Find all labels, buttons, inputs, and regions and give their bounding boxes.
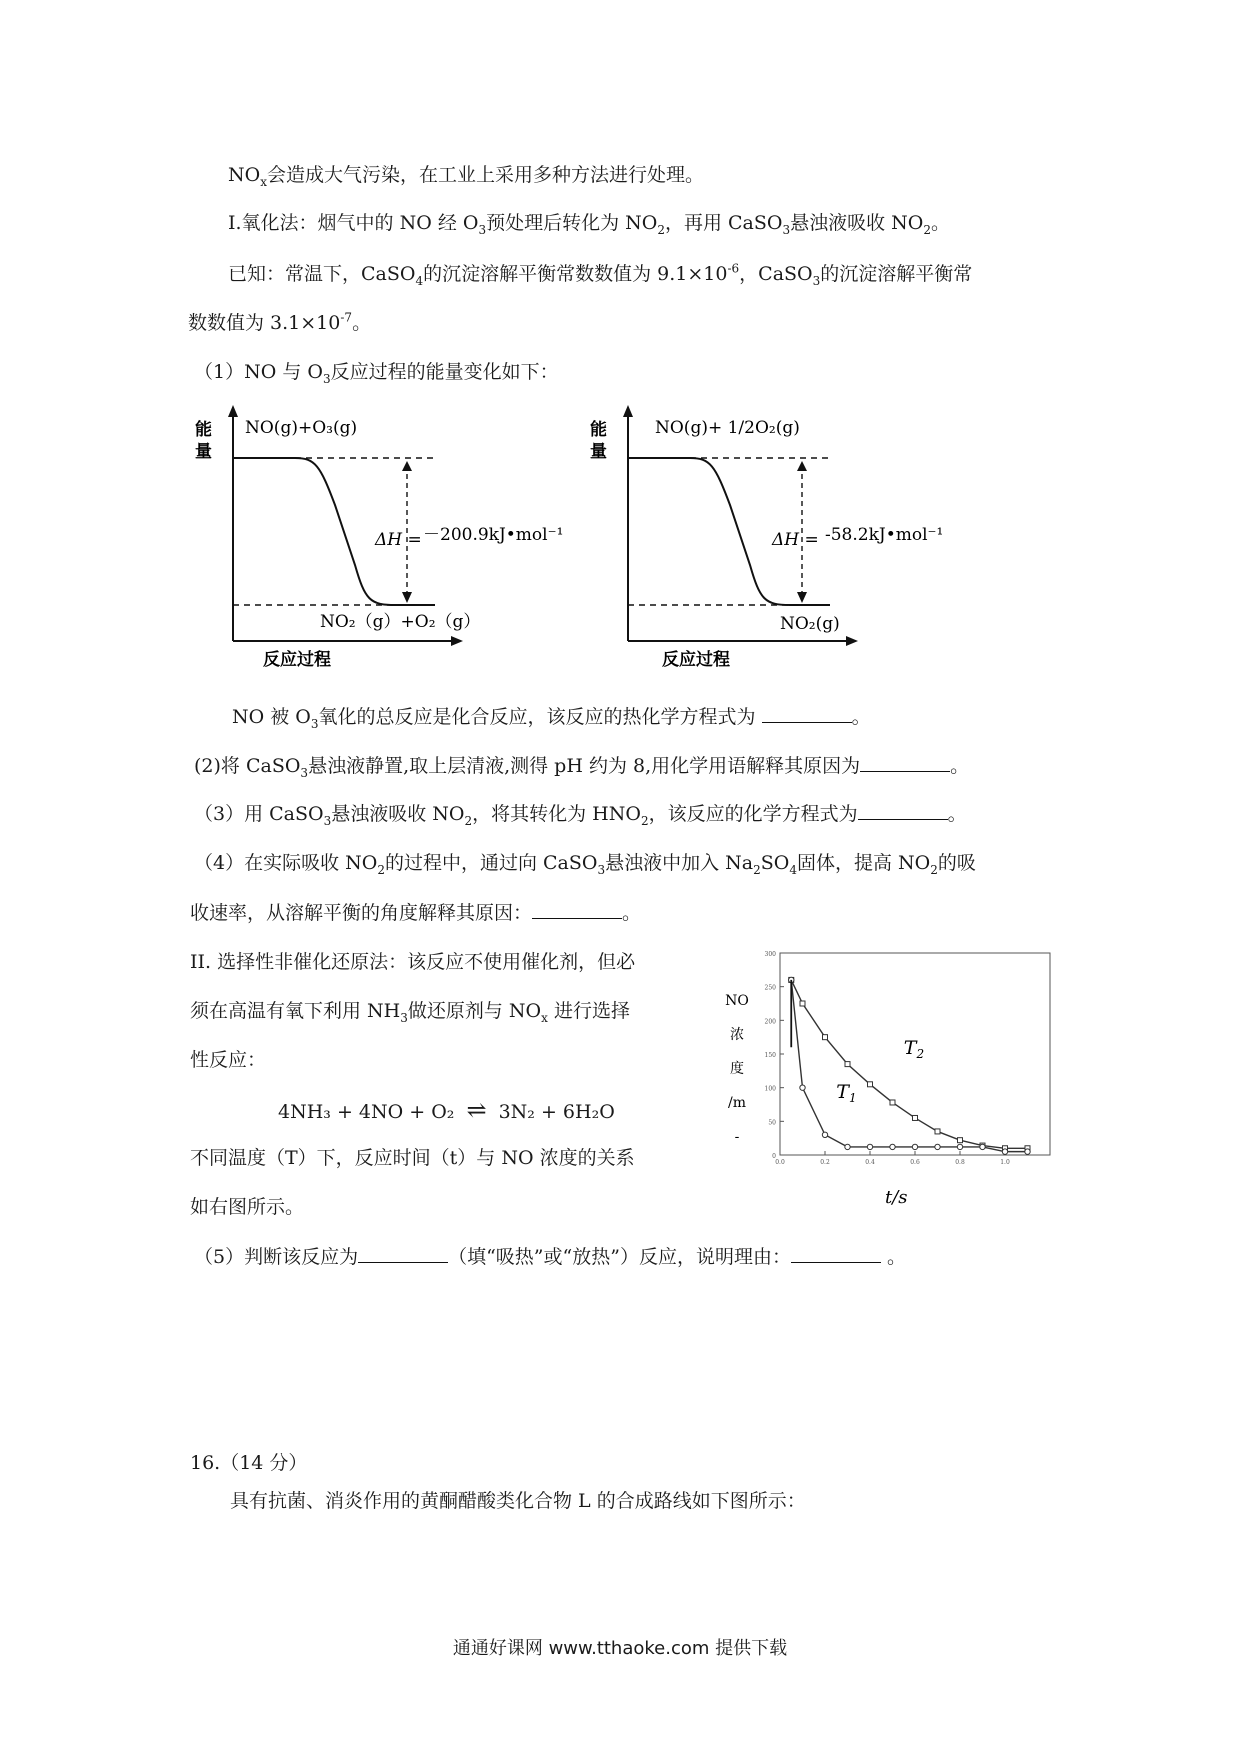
question-4 [194, 851, 976, 875]
y-tick-label: 50 [768, 1119, 776, 1127]
text: 做还原剂与 NO [407, 1000, 542, 1022]
part2-line-2 [190, 999, 630, 1023]
data-point [800, 1001, 805, 1006]
no-concentration-chart [715, 945, 1065, 1215]
text: 。 [947, 803, 967, 825]
text: 16.（14 分） [190, 1452, 308, 1474]
text: 如右图所示。 [190, 1196, 305, 1218]
subscript: 4 [789, 862, 797, 877]
question-1-answer [232, 704, 871, 729]
text: 的过程中，通过向 CaSO [384, 852, 598, 874]
text: 。 [352, 312, 372, 334]
subscript: 2 [464, 813, 473, 828]
energy-axis-label: 能 [195, 420, 212, 440]
subscript: 3 [322, 371, 331, 386]
y-axis-label: 浓 [730, 1027, 744, 1043]
text: 具有抗菌、消炎作用的黄酮醋酸类化合物 L 的合成路线如下图所示： [230, 1490, 806, 1512]
part2-line-1 [190, 950, 635, 974]
delta-h-value: -58.2kJ•mol⁻¹ [825, 525, 944, 545]
text: 已知：常温下，CaSO [228, 263, 416, 285]
reaction-coordinate-label: 反应过程 [662, 650, 730, 670]
text: （4）在实际吸收 NO [194, 852, 378, 874]
data-point [935, 1144, 940, 1149]
energy-axis-label-2: 量 [195, 442, 212, 462]
question-3 [194, 801, 967, 826]
question-2 [194, 753, 969, 778]
data-point [823, 1035, 828, 1040]
subscript: 2 [916, 1047, 925, 1061]
subscript: 3 [400, 1010, 408, 1025]
data-point [958, 1138, 963, 1143]
text: 。 [931, 212, 951, 234]
subscript: 3 [310, 716, 319, 731]
text: NO 被 O [232, 706, 311, 728]
text: 氧化的总反应是化合反应，该反应的热化学方程式为 [318, 706, 756, 728]
text: （1）NO 与 O [194, 361, 323, 383]
energy-axis-label: 能 [590, 420, 607, 440]
series-line-t2 [791, 980, 1027, 1148]
text: 。 [887, 1246, 907, 1268]
text: ，再用 CaSO [664, 212, 783, 234]
data-point [1025, 1149, 1030, 1154]
question-5 [194, 1244, 906, 1269]
text: ，将其转化为 HNO [472, 803, 641, 825]
text: 。 [950, 755, 970, 777]
delta-h-value: －200.9kJ•mol⁻¹ [423, 525, 564, 545]
answer-blank[interactable] [860, 753, 950, 772]
text: 反应过程的能量变化如下： [330, 361, 559, 383]
subscript: 3 [597, 862, 606, 877]
y-tick-label: 0 [772, 1153, 776, 1160]
text: ，CaSO [739, 263, 813, 285]
text: 数数值为 3.1×10 [188, 312, 341, 334]
subscript: 2 [753, 862, 761, 877]
x-tick-label: 0.0 [775, 1159, 785, 1166]
text: 的沉淀溶解平衡常 [820, 263, 973, 285]
text: 预处理后转化为 NO [486, 212, 658, 234]
data-point [822, 1132, 827, 1137]
text: NO [228, 164, 261, 186]
answer-blank[interactable] [791, 1244, 881, 1263]
data-point [913, 1115, 918, 1120]
delta-h-label: ΔH = [772, 530, 819, 550]
y-axis-label: /m [728, 1095, 746, 1111]
text: (2)将 CaSO [194, 755, 301, 777]
text: 固体，提高 NO [797, 852, 931, 874]
text: 悬浊液吸收 NO [331, 803, 465, 825]
text: I.氧化法：烟气中的 NO 经 O [228, 212, 479, 234]
reaction-equation [278, 1098, 615, 1124]
data-point [867, 1144, 872, 1149]
x-tick-label: 1.0 [1000, 1159, 1010, 1166]
text: 进行选择 [547, 1000, 630, 1022]
data-point [912, 1144, 917, 1149]
intro-line-2 [228, 211, 950, 235]
text: 收速率，从溶解平衡的角度解释其原因： [190, 902, 533, 924]
text: 须在高温有氧下利用 NH [190, 1000, 401, 1022]
y-axis-label: NO [725, 993, 749, 1009]
reactant-label: NO(g)+ 1/2O₂(g) [655, 418, 800, 438]
subscript: 3 [782, 222, 791, 237]
subscript: 3 [478, 222, 487, 237]
text: SO [760, 852, 790, 874]
part2-line-5 [190, 1146, 635, 1170]
subscript: 4 [415, 273, 424, 288]
text: 。 [851, 706, 871, 728]
intro-line-4 [188, 311, 371, 335]
text: 的沉淀溶解平衡常数数值为 9.1×10 [423, 263, 728, 285]
answer-blank[interactable] [858, 801, 948, 820]
data-point [845, 1062, 850, 1067]
data-point [868, 1082, 873, 1087]
text: 不同温度（T）下，反应时间（t）与 NO 浓度的关系 [190, 1147, 635, 1169]
subscript: 3 [323, 813, 332, 828]
text: （填“吸热”或“放热”）反应，说明理由： [448, 1246, 791, 1268]
subscript: 3 [812, 273, 821, 288]
text: 悬浊液中加入 Na [605, 852, 754, 874]
reactant-label: NO(g)+O₃(g) [245, 418, 358, 438]
y-tick-label: 250 [764, 984, 776, 992]
series-label-t2: $T_2$ [903, 1037, 925, 1061]
subscript: 2 [377, 862, 385, 877]
text: （3）用 CaSO [194, 803, 324, 825]
y-tick-label: 200 [764, 1018, 776, 1026]
intro-line-1 [228, 163, 704, 187]
text: II. 选择性非催化还原法：该反应不使用催化剂，但必 [190, 951, 636, 973]
y-tick-label: 300 [764, 951, 776, 958]
answer-blank[interactable] [762, 704, 852, 723]
x-tick-label: 0.4 [865, 1159, 875, 1166]
data-point [890, 1100, 895, 1105]
text: （5）判断该反应为 [194, 1246, 359, 1268]
reaction-coordinate-label: 反应过程 [263, 650, 331, 670]
part2-line-6 [190, 1195, 304, 1219]
subscript: x [541, 1010, 548, 1025]
subscript: 2 [930, 862, 938, 877]
text: 悬浊液吸收 NO [790, 212, 924, 234]
text: 的吸 [937, 852, 976, 874]
part2-line-3 [190, 1048, 266, 1072]
data-point [1002, 1149, 1007, 1154]
data-point [890, 1144, 895, 1149]
data-point [957, 1144, 962, 1149]
superscript: -7 [340, 310, 353, 325]
answer-blank[interactable] [358, 1244, 448, 1263]
answer-blank[interactable] [532, 900, 622, 919]
intro-line-3 [228, 262, 972, 286]
subscript: 1 [848, 1090, 857, 1105]
data-point [845, 1144, 850, 1149]
y-tick-label: 150 [764, 1052, 776, 1059]
footer: 通通好课网 www.tthaoke.com 提供下载 [452, 1638, 788, 1659]
energy-diagram-2 [590, 405, 970, 675]
question-16-header [190, 1451, 307, 1475]
subscript: 2 [640, 813, 649, 828]
y-tick-label: 100 [764, 1085, 776, 1093]
data-point [935, 1129, 940, 1134]
question-4-line-2 [190, 900, 641, 925]
series-line-t1 [791, 980, 1027, 1152]
energy-axis-label-2: 量 [590, 442, 607, 462]
y-axis-label: 度 [730, 1061, 744, 1077]
text: 性反应： [190, 1049, 267, 1071]
text: 会造成大气污染，在工业上采用多种方法进行处理。 [266, 164, 704, 186]
equilibrium-arrow-icon: ⇌ [466, 1096, 487, 1124]
subscript: 2 [657, 222, 665, 237]
text: 悬浊液静置,取上层清液,测得 pH 约为 8,用化学用语解释其原因为 [308, 755, 861, 777]
text: 。 [622, 902, 642, 924]
text: 4NH₃ + 4NO + O₂ [278, 1101, 455, 1123]
question-1 [194, 360, 559, 384]
subscript: 3 [300, 765, 309, 780]
x-axis-label: t/s [885, 1187, 908, 1208]
data-point [800, 1085, 805, 1090]
x-tick-label: 0.2 [820, 1159, 830, 1166]
superscript: -6 [727, 261, 740, 276]
subscript: x [260, 174, 267, 189]
question-16-text [230, 1489, 806, 1513]
text: 3N₂ + 6H₂O [498, 1101, 615, 1123]
product-label: NO₂（g）+O₂（g） [320, 612, 481, 632]
data-point [980, 1144, 985, 1149]
product-label: NO₂(g) [780, 614, 840, 634]
energy-diagram-1 [195, 405, 575, 675]
x-tick-label: 0.8 [955, 1159, 965, 1166]
delta-h-label: ΔH = [375, 530, 422, 550]
subscript: 2 [923, 222, 932, 237]
series-label-t1: $T_1$ [836, 1080, 857, 1105]
y-axis-label: - [734, 1129, 740, 1145]
x-tick-label: 0.6 [910, 1159, 920, 1166]
text: ，该反应的化学方程式为 [648, 803, 858, 825]
